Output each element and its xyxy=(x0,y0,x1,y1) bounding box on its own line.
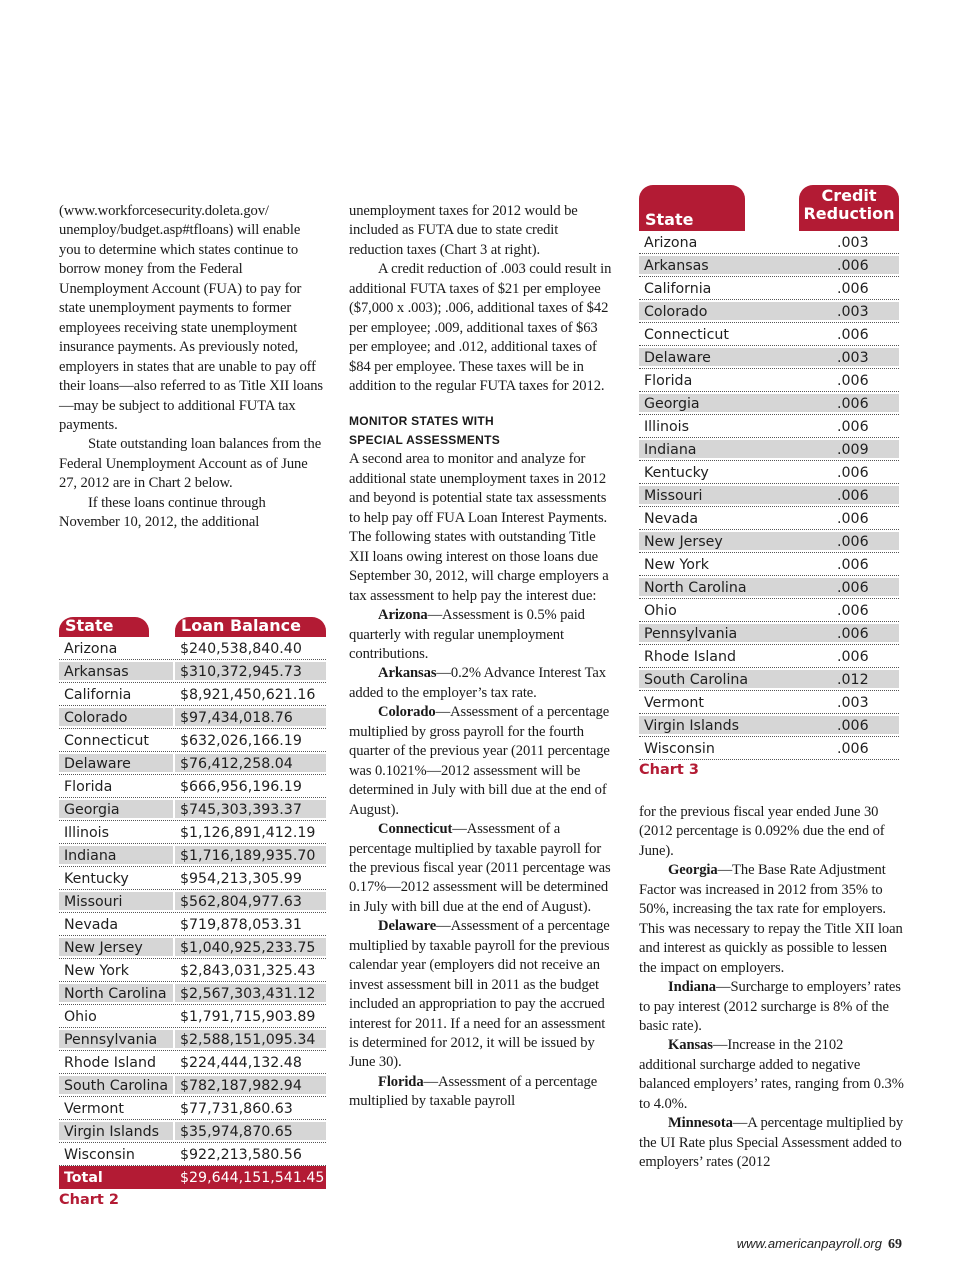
page-number: 69 xyxy=(888,1237,902,1252)
table-row xyxy=(639,576,899,599)
header-state: State xyxy=(59,617,149,637)
cell-state: Nevada xyxy=(644,511,699,527)
state-name: Kansas xyxy=(668,1037,713,1054)
cell-state: Ohio xyxy=(64,1009,97,1025)
cell-value: .006 xyxy=(837,327,869,343)
cell-state: North Carolina xyxy=(639,578,899,596)
table-row xyxy=(639,369,899,392)
section-heading: MONITOR STATES WITH xyxy=(349,413,495,428)
paragraph: State outstanding loan balances from the Federal Unemployment Account as of June 27, 2012 are in Chart 2 below. xyxy=(59,436,322,492)
table-row xyxy=(639,392,899,415)
table-row xyxy=(639,254,899,277)
cell-state: Missouri xyxy=(59,892,173,910)
cell-state: Vermont xyxy=(644,695,704,711)
table-row xyxy=(59,867,326,890)
cell-value: $632,026,166.19 xyxy=(180,733,302,749)
table-row xyxy=(59,1120,326,1143)
cell-value: $8,921,450,621.16 xyxy=(180,687,316,703)
paragraph: (www.workforcesecurity.doleta.gov/ unemploy/budget.asp#tfloans) will enable you to determine which states continue to borrow money from the Federal Unemployment Account (FUA) to pay for state unemployment payments to former employees receiving state unemployment insurance payments. As previously noted, employers in states that are unable to pay off their loans—also referred to as Title XII loans—may be subject to additional FUTA tax payments. xyxy=(59,203,324,433)
table-row xyxy=(59,844,326,867)
table-header xyxy=(639,185,899,231)
cell-value: $240,538,840.40 xyxy=(180,641,302,657)
header-credit-reduction: Credit Reduction xyxy=(799,185,899,231)
table-row xyxy=(59,890,326,913)
paragraph: A credit reduction of .003 could result in additional FUTA taxes of $21 per employee ($7,000 x .003); .006, additional taxes of $42 per employee; .009, additional taxes of $63 per employee; and .012, additional taxes of $84 per employee. These taxes will be in addition to the regular FUTA taxes for 2012. xyxy=(349,261,612,395)
cell-state: Missouri xyxy=(639,486,899,504)
cell-value: .003 xyxy=(837,304,869,320)
paragraph: unemployment taxes for 2012 would be included as FUTA due to state credit reduction taxes (Chart 3 at right). xyxy=(349,203,578,258)
cell-state: Delaware xyxy=(639,348,899,366)
paragraph-georgia: Georgia—The Base Rate Adjustment Factor was increased in 2012 from 35% to 50%, increasing the tax rate for employers. This was necessary to repay the Title XII loan and interest as quickly as possible to lessen the impact on employers. xyxy=(639,862,903,976)
cell-state: Illinois xyxy=(644,419,690,435)
cell-value: $77,731,860.63 xyxy=(180,1101,293,1117)
cell-value: .006 xyxy=(837,603,869,619)
table-row xyxy=(59,1097,326,1120)
cell-value: $1,791,715,903.89 xyxy=(180,1009,316,1025)
table-row xyxy=(59,729,326,752)
cell-value: .003 xyxy=(837,235,869,251)
cell-state: Ohio xyxy=(644,603,677,619)
paragraph-colorado: Colorado—Assessment of a percentage multiplied by gross payroll for the fourth quarter of the previous year (2011 percentage was 0.1021%—2012 assessment will be determined in July with bill due at the end of August). xyxy=(349,704,610,818)
header-loan-balance: Loan Balance xyxy=(175,617,326,637)
table-row xyxy=(639,415,899,438)
table-row xyxy=(639,691,899,714)
cell-value: $782,187,982.94 xyxy=(175,1076,326,1094)
cell-value: .003 xyxy=(837,695,869,711)
cell-state: New Jersey xyxy=(59,938,173,956)
cell-state: California xyxy=(644,281,712,297)
cell-state: Colorado xyxy=(59,708,173,726)
cell-value: .006 xyxy=(837,741,869,757)
cell-state: Connecticut xyxy=(64,733,149,749)
state-name: Indiana xyxy=(668,979,716,996)
state-name: Georgia xyxy=(668,862,718,879)
table-row xyxy=(639,461,899,484)
cell-state: North Carolina xyxy=(59,984,173,1002)
cell-value: $745,303,393.37 xyxy=(175,800,326,818)
paragraph-indiana: Indiana—Surcharge to employers’ rates to pay interest (2012 surcharge is 8% of the basic rate). xyxy=(639,979,901,1034)
table-row xyxy=(59,913,326,936)
column-1 xyxy=(59,202,324,533)
cell-state: Delaware xyxy=(59,754,173,772)
header-state: State xyxy=(639,185,745,231)
table-row xyxy=(639,231,899,254)
table-row xyxy=(639,714,899,737)
column-2 xyxy=(349,202,614,1112)
table-row xyxy=(59,706,326,729)
cell-value: .006 xyxy=(837,718,869,734)
cell-value: $666,956,196.19 xyxy=(180,779,302,795)
cell-value: .006 xyxy=(837,373,869,389)
paragraph: If these loans continue through November 10, 2012, the additional xyxy=(59,494,266,531)
state-name: Connecticut xyxy=(378,821,453,838)
cell-value: .006 xyxy=(837,557,869,573)
table-header xyxy=(59,591,326,637)
table-row xyxy=(59,683,326,706)
table-row xyxy=(639,668,899,691)
cell-value: .003 xyxy=(837,350,869,366)
cell-state: Rhode Island xyxy=(644,649,736,665)
table-row xyxy=(59,936,326,959)
table-row xyxy=(59,1028,326,1051)
table-row xyxy=(639,323,899,346)
paragraph-delaware: Delaware—Assessment of a percentage multiplied by taxable payroll for the previous calendar year (employers did not receive an invest assessment bill in 2011 as the budget included an appropriation to pay the accrued interest for 2011. If a need for an assessment is determined for 2012, it will be issued by June 30). xyxy=(349,918,610,1071)
paragraph: for the previous fiscal year ended June 30 (2012 percentage is 0.092% due the end of June). xyxy=(639,804,885,859)
cell-value: $1,126,891,412.19 xyxy=(180,825,316,841)
section-heading: SPECIAL ASSESSMENTS xyxy=(349,432,501,447)
table-row xyxy=(639,553,899,576)
cell-state: Indiana xyxy=(59,846,173,864)
cell-state: Vermont xyxy=(64,1101,124,1117)
table-row xyxy=(639,438,899,461)
cell-value: $2,843,031,325.43 xyxy=(180,963,316,979)
total-label: Total xyxy=(64,1170,103,1186)
cell-state: Virgin Islands xyxy=(59,1122,173,1140)
state-name: Delaware xyxy=(378,918,437,935)
cell-value: $224,444,132.48 xyxy=(180,1055,302,1071)
cell-state: Kentucky xyxy=(644,465,709,481)
cell-state: Florida xyxy=(64,779,113,795)
chart-2-caption: Chart 2 xyxy=(59,1192,119,1208)
paragraph-arkansas: Arkansas—0.2% Advance Interest Tax added to the employer’s tax rate. xyxy=(349,665,606,701)
cell-value: .006 xyxy=(837,419,869,435)
table-row xyxy=(59,1051,326,1074)
state-name: Minnesota xyxy=(668,1115,733,1132)
cell-value: $1,040,925,233.75 xyxy=(175,938,326,956)
cell-value: .006 xyxy=(837,396,869,412)
paragraph-connecticut: Connecticut—Assessment of a percentage multiplied by taxable payroll for the previous fiscal year (2011 percentage was 0.17%—2012 assessment will be determined in July with bill due at the end of August). xyxy=(349,821,611,915)
cell-value: .006 xyxy=(837,534,869,550)
cell-state: Kentucky xyxy=(64,871,129,887)
cell-value: .006 xyxy=(837,649,869,665)
cell-value: $719,878,053.31 xyxy=(180,917,302,933)
cell-value: $2,588,151,095.34 xyxy=(175,1030,326,1048)
cell-value: .006 xyxy=(837,626,869,642)
state-name: Arizona xyxy=(378,607,428,624)
cell-state: Connecticut xyxy=(644,327,729,343)
cell-state: South Carolina xyxy=(639,670,899,688)
table-row xyxy=(59,1005,326,1028)
cell-state: California xyxy=(64,687,132,703)
table-row xyxy=(639,300,899,323)
cell-state: Arkansas xyxy=(639,256,899,274)
cell-value: $310,372,945.73 xyxy=(175,662,326,680)
footer-url[interactable]: www.americanpayroll.org xyxy=(736,1236,882,1251)
table-row xyxy=(639,530,899,553)
cell-state: New York xyxy=(64,963,129,979)
cell-state: Nevada xyxy=(64,917,119,933)
chart-2-table xyxy=(59,591,326,1189)
paragraph-florida: Florida—Assessment of a percentage multiplied by taxable payroll xyxy=(349,1073,598,1110)
cell-state: Indiana xyxy=(639,440,899,458)
cell-state: Arizona xyxy=(644,235,698,251)
table-row xyxy=(639,507,899,530)
cell-state: Virgin Islands xyxy=(639,716,899,734)
cell-value: .006 xyxy=(837,488,869,504)
cell-state: New York xyxy=(644,557,709,573)
column-3 xyxy=(639,803,904,1173)
cell-state: Arkansas xyxy=(59,662,173,680)
table-body xyxy=(639,231,899,760)
cell-value: $922,213,580.56 xyxy=(180,1147,302,1163)
cell-state: Colorado xyxy=(639,302,899,320)
cell-value: $97,434,018.76 xyxy=(175,708,326,726)
table-row xyxy=(59,1143,326,1166)
table-row xyxy=(639,277,899,300)
table-row xyxy=(639,346,899,369)
table-row xyxy=(59,637,326,660)
cell-value: .006 xyxy=(837,258,869,274)
table-row xyxy=(59,982,326,1005)
cell-state: Florida xyxy=(644,373,693,389)
paragraph-kansas: Kansas—Increase in the 2102 additional surcharge added to negative balanced employers’ rates, ranging from 0.3% to 4.0%. xyxy=(639,1037,904,1112)
cell-value: .006 xyxy=(837,281,869,297)
chart-3-caption: Chart 3 xyxy=(639,762,699,778)
cell-value: $76,412,258.04 xyxy=(175,754,326,772)
table-row xyxy=(59,798,326,821)
table-row xyxy=(639,622,899,645)
cell-state: Pennsylvania xyxy=(639,624,899,642)
table-row xyxy=(59,775,326,798)
cell-state: Pennsylvania xyxy=(59,1030,173,1048)
cell-value: $562,804,977.63 xyxy=(175,892,326,910)
total-value: $29,644,151,541.45 xyxy=(180,1170,325,1186)
table-row xyxy=(59,959,326,982)
cell-state: Wisconsin xyxy=(64,1147,135,1163)
cell-state: Illinois xyxy=(64,825,110,841)
cell-state: New Jersey xyxy=(639,532,899,550)
cell-value: $2,567,303,431.12 xyxy=(175,984,326,1002)
paragraph-arizona: Arizona—Assessment is 0.5% paid quarterly with regular unemployment contributions. xyxy=(349,607,585,662)
table-row xyxy=(639,484,899,507)
cell-value: .006 xyxy=(837,465,869,481)
cell-value: .006 xyxy=(837,580,869,596)
cell-value: $35,974,870.65 xyxy=(175,1122,326,1140)
state-name: Colorado xyxy=(378,704,436,721)
table-row xyxy=(639,737,899,760)
table-total-row xyxy=(59,1166,326,1189)
cell-state: Georgia xyxy=(639,394,899,412)
cell-state: Wisconsin xyxy=(644,741,715,757)
state-name: Arkansas xyxy=(378,665,437,682)
cell-state: Rhode Island xyxy=(64,1055,156,1071)
cell-value: .009 xyxy=(837,442,869,458)
table-row xyxy=(639,645,899,668)
table-body xyxy=(59,637,326,1189)
table-row xyxy=(59,660,326,683)
cell-state: Arizona xyxy=(64,641,118,657)
table-row xyxy=(59,821,326,844)
table-row xyxy=(59,752,326,775)
chart-3-table xyxy=(639,185,899,760)
page-footer xyxy=(737,1236,902,1253)
table-row xyxy=(639,599,899,622)
paragraph: A second area to monitor and analyze for additional state unemployment taxes in 2012 and beyond is potential state tax assessments to help pay off FUA Loan Interest Payments. The following states with outstanding Title XII loans owing interest on those loans due September 30, 2012, will charge employers a tax assessment to help pay the interest due: xyxy=(349,451,609,604)
cell-state: South Carolina xyxy=(59,1076,173,1094)
cell-state: Georgia xyxy=(59,800,173,818)
cell-value: $1,716,189,935.70 xyxy=(175,846,326,864)
paragraph-minnesota: Minnesota—A percentage multiplied by the UI Rate plus Special Assessment added to employers’ rates (2012 xyxy=(639,1115,904,1171)
state-name: Florida xyxy=(378,1073,424,1090)
table-row xyxy=(59,1074,326,1097)
cell-value: .012 xyxy=(837,672,869,688)
cell-value: $954,213,305.99 xyxy=(180,871,302,887)
cell-value: .006 xyxy=(837,511,869,527)
